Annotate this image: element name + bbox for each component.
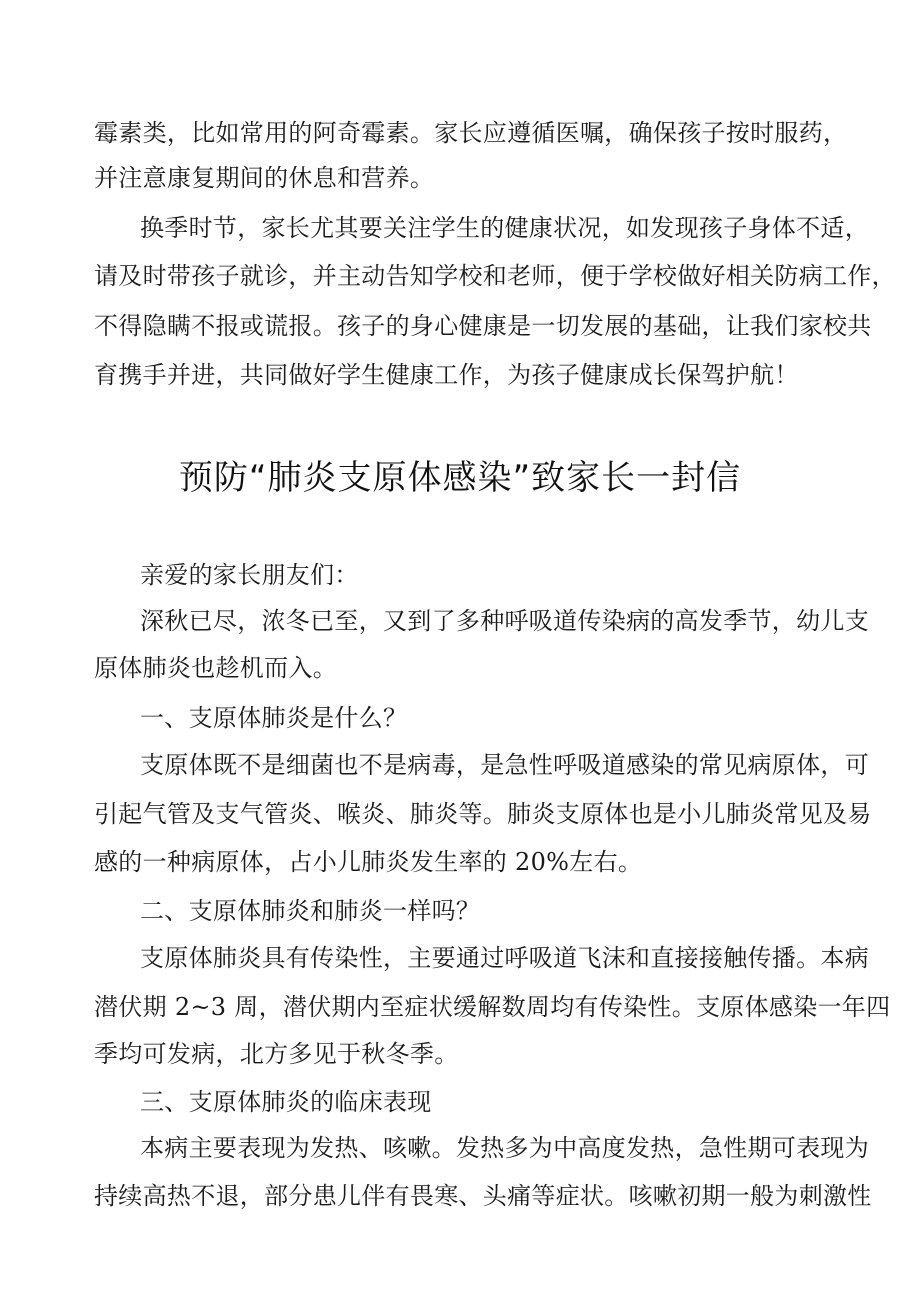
closing-line-3: 不得隐瞒不报或谎报。孩子的身心健康是一切发展的基础，让我们家校共 (94, 312, 872, 340)
letter-title: 预防“肺炎支原体感染”致家长一封信 (178, 458, 742, 498)
section-2-line-3: 季均可发病，北方多见于秋冬季。 (94, 1040, 459, 1068)
section-2-line-2: 潜伏期 2~3 周，潜伏期内至症状缓解数周均有传染性。支原体感染一年四 (94, 993, 891, 1021)
intro-line-1: 深秋已尽，浓冬已至，又到了多种呼吸道传染病的高发季节，幼儿支 (140, 607, 869, 635)
salutation: 亲爱的家长朋友们： (140, 561, 359, 589)
continuation-line-1: 霉素类，比如常用的阿奇霉素。家长应遵循医嘱，确保孩子按时服药， (94, 119, 848, 147)
closing-line-4: 育携手并进，共同做好学生健康工作，为孩子健康成长保驾护航！ (94, 361, 799, 389)
section-1-line-3: 感的一种病原体，占小儿肺炎发生率的 20%左右。 (94, 848, 643, 876)
section-2-title: 二、支原体肺炎和肺炎一样吗？ (140, 897, 481, 925)
section-1-line-2: 引起气管及支气管炎、喉炎、肺炎等。肺炎支原体也是小儿肺炎常见及易 (94, 800, 872, 828)
section-3-line-1: 本病主要表现为发热、咳嗽。发热多为中高度发热，急性期可表现为 (140, 1134, 869, 1162)
continuation-line-2: 并注意康复期间的休息和营养。 (94, 164, 435, 192)
section-3-title: 三、支原体肺炎的临床表现 (140, 1088, 432, 1116)
section-1-line-1: 支原体既不是细菌也不是病毒，是急性呼吸道感染的常见病原体，可 (140, 751, 869, 779)
section-2-line-1: 支原体肺炎具有传染性，主要通过呼吸道飞沫和直接接触传播。本病 (140, 944, 869, 972)
closing-line-2: 请及时带孩子就诊，并主动告知学校和老师，便于学校做好相关防病工作， (94, 262, 896, 290)
section-1-title: 一、支原体肺炎是什么？ (140, 704, 408, 732)
closing-line-1: 换季时节，家长尤其要关注学生的健康状况，如发现孩子身体不适， (140, 214, 869, 242)
section-3-line-2: 持续高热不退，部分患儿伴有畏寒、头痛等症状。咳嗽初期一般为刺激性 (94, 1182, 872, 1210)
intro-line-2: 原体肺炎也趁机而入。 (94, 654, 337, 682)
